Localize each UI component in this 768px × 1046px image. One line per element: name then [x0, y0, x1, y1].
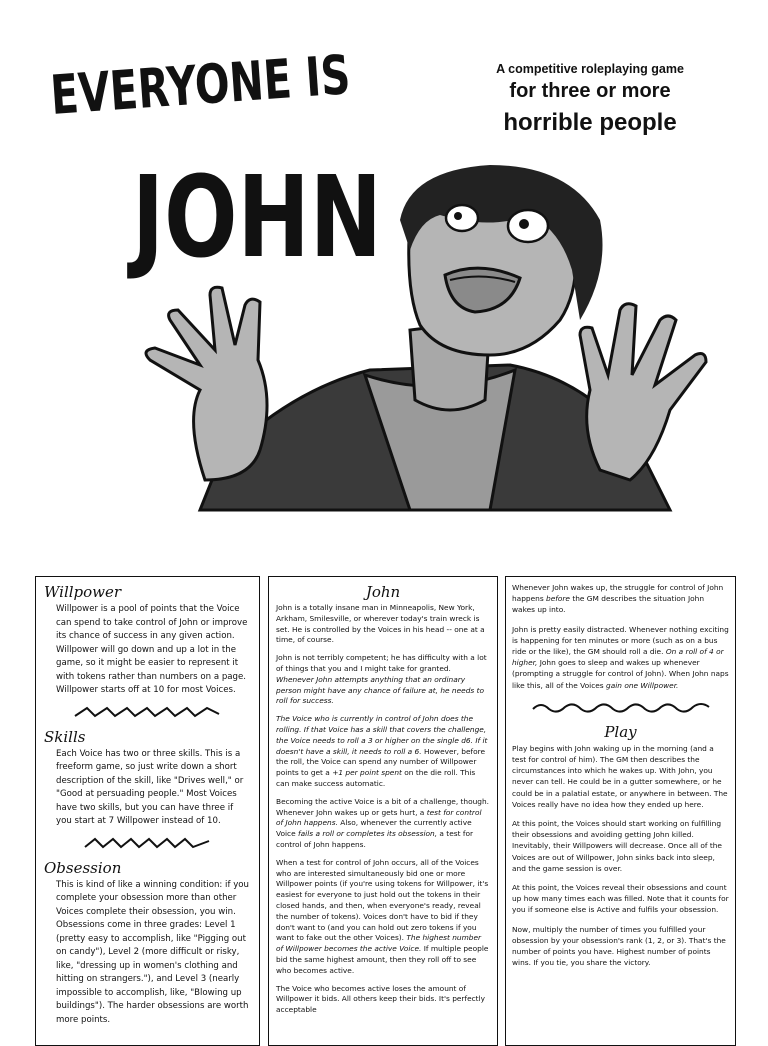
- skills-text: Each Voice has two or three skills. This is a freeform game, so just write down a short description of the skill, like "Drives well," or "Good at persuading people." Most Voices have two skills, but you can have three if you start at 7 Willpower instead of 10.: [56, 748, 244, 826]
- left-hand: [146, 287, 267, 480]
- heading-skills: Skills: [44, 727, 86, 746]
- squiggle-divider: [83, 835, 213, 851]
- heading-obsession: Obsession: [44, 858, 122, 877]
- right-pupil: [519, 219, 529, 229]
- squiggle-divider: [531, 699, 711, 715]
- obsession-text: This is kind of like a winning condition: if you complete your obsession more than other Voices complete their obsession, you win. Obsessions come in three grades: Level 1 (pretty easy to accomplish, like "Pigging out on candy"), Level 2 (more difficult or risky, like, "dressing up in women's clothing and hitting on strangers."), and Level 3 (nearly impossible to accomplish, like, "Blowing up buildings"). The harder obsessions are worth more points.: [56, 879, 249, 1025]
- john-paragraph: John is not terribly competent; he has difficulty with a lot of things that you and I might take for granted. Whenever John attempts anything that an ordinary person might have any chance of failure at, he needs to roll for success.: [276, 653, 487, 706]
- play-paragraph: Play begins with John waking up in the morning (and a test for control of him). The GM then describes the circumstances into which he wakes up. With John, you never can tell. He could be in a gutter somewhere, or he could be in a palatial estate, or anywhere in between. The Voices really have no idea how they ended up here.: [512, 743, 728, 809]
- left-pupil: [454, 212, 462, 220]
- heading-willpower: Willpower: [44, 583, 122, 601]
- svg-text:JOHN: JOHN: [126, 153, 382, 283]
- title-everyone-is: [48, 36, 450, 128]
- john-paragraph: John is a totally insane man in Minneapolis, New York, Arkham, Smilesville, or wherever today's train wreck is set. He is controlled by the Voices in his head -- one at a time, of course.: [276, 603, 485, 645]
- john-paragraph: The Voice who becomes active loses the amount of Willpower it bids. All others keep their bids. It's perfectly acceptable: [276, 983, 486, 1015]
- john-illustration: [110, 160, 730, 515]
- column-john: [268, 576, 498, 1046]
- play-paragraph: At this point, the Voices should start working on fulfilling their obsessions and avoiding getting John killed. Inevitably, their Willpowers will decrease. Once all of the Voices are out of Willpower, John sinks back into sleep, and the game session is over.: [512, 819, 722, 873]
- john-paragraph: Becoming the active Voice is a bit of a challenge, though. Whenever John wakes up or gets hurt, a test for control of John happens. Also, whenever the currently active Voice fails a roll or completes its obsession, a test for control of John happens.: [276, 796, 490, 849]
- tagline: [470, 62, 710, 137]
- left-eye: [446, 205, 478, 231]
- column-play: [505, 576, 736, 1046]
- play-paragraph: Now, multiply the number of times you fulfilled your obsession by your obsession's rank (1, 2, or 3). That's the number of points you have. Highest number of points wins. If you tie, you share the victory.: [512, 924, 726, 968]
- play-paragraph: At this point, the Voices reveal their obsessions and count up how many times each was filled. Note that it counts for you if someone else is Active and fulfils your obsession.: [512, 883, 729, 915]
- willpower-text: Willpower is a pool of points that the Voice can spend to take control of John or improve its chance of success in any given action. Willpower will go down and up a lot in the game, so it might be easier to represent it with tokens rather than numbers on a page. Willpower starts off at 10 for most Voices.: [56, 604, 248, 695]
- tagline-line-1: A competitive roleplaying game: [496, 62, 684, 76]
- john-paragraph: The Voice who is currently in control of John does the rolling. If that Voice has a skill that covers the challenge, the Voice needs to roll a 3 or higher on the single d6. If it doesn't have a skill, it needs to roll a 6. However, before the roll, the Voice can spend any number of Willpower points to get a +1 per point spent on the die roll. This can make success automatic.: [276, 714, 488, 788]
- play-paragraph: Whenever John wakes up, the struggle for control of John happens before the GM describes the situation John wakes up into.: [512, 583, 724, 615]
- heading-play: Play: [604, 722, 637, 741]
- column-willpower-skills-obsession: [35, 576, 260, 1046]
- right-hand: [580, 304, 706, 480]
- play-paragraph: John is pretty easily distracted. Whenever nothing exciting is happening for ten minutes or more (such as on a bus ride or the like), the GM should roll a die. On a roll of 4 or higher, John goes to sleep and wakes up whenever (prompting a struggle for control of John). When John naps like this, all of the Voices gain one Willpower.: [512, 624, 729, 690]
- svg-text:EVERYONE IS: EVERYONE IS: [48, 36, 450, 127]
- squiggle-divider: [73, 704, 223, 720]
- tagline-line-3: horrible people: [503, 109, 677, 136]
- tagline-line-2: for three or more: [509, 80, 671, 102]
- john-paragraph: When a test for control of John occurs, all of the Voices who are interested simultaneously bid one or more Willpower points (if you're using tokens for Willpower, it's easiest for everyone to just hold out the tokens in their closed hands, and then, when everyone's ready, reveal the number of tokens). Voices don't have to bid if they don't want to (and you can hold out zero tokens if you want to fake out the other Voices). The highest number of Willpower becomes the active Voice. If multiple people bid the same highest amount, then they roll off to see who becomes active.: [276, 857, 489, 975]
- heading-john: John: [365, 583, 401, 601]
